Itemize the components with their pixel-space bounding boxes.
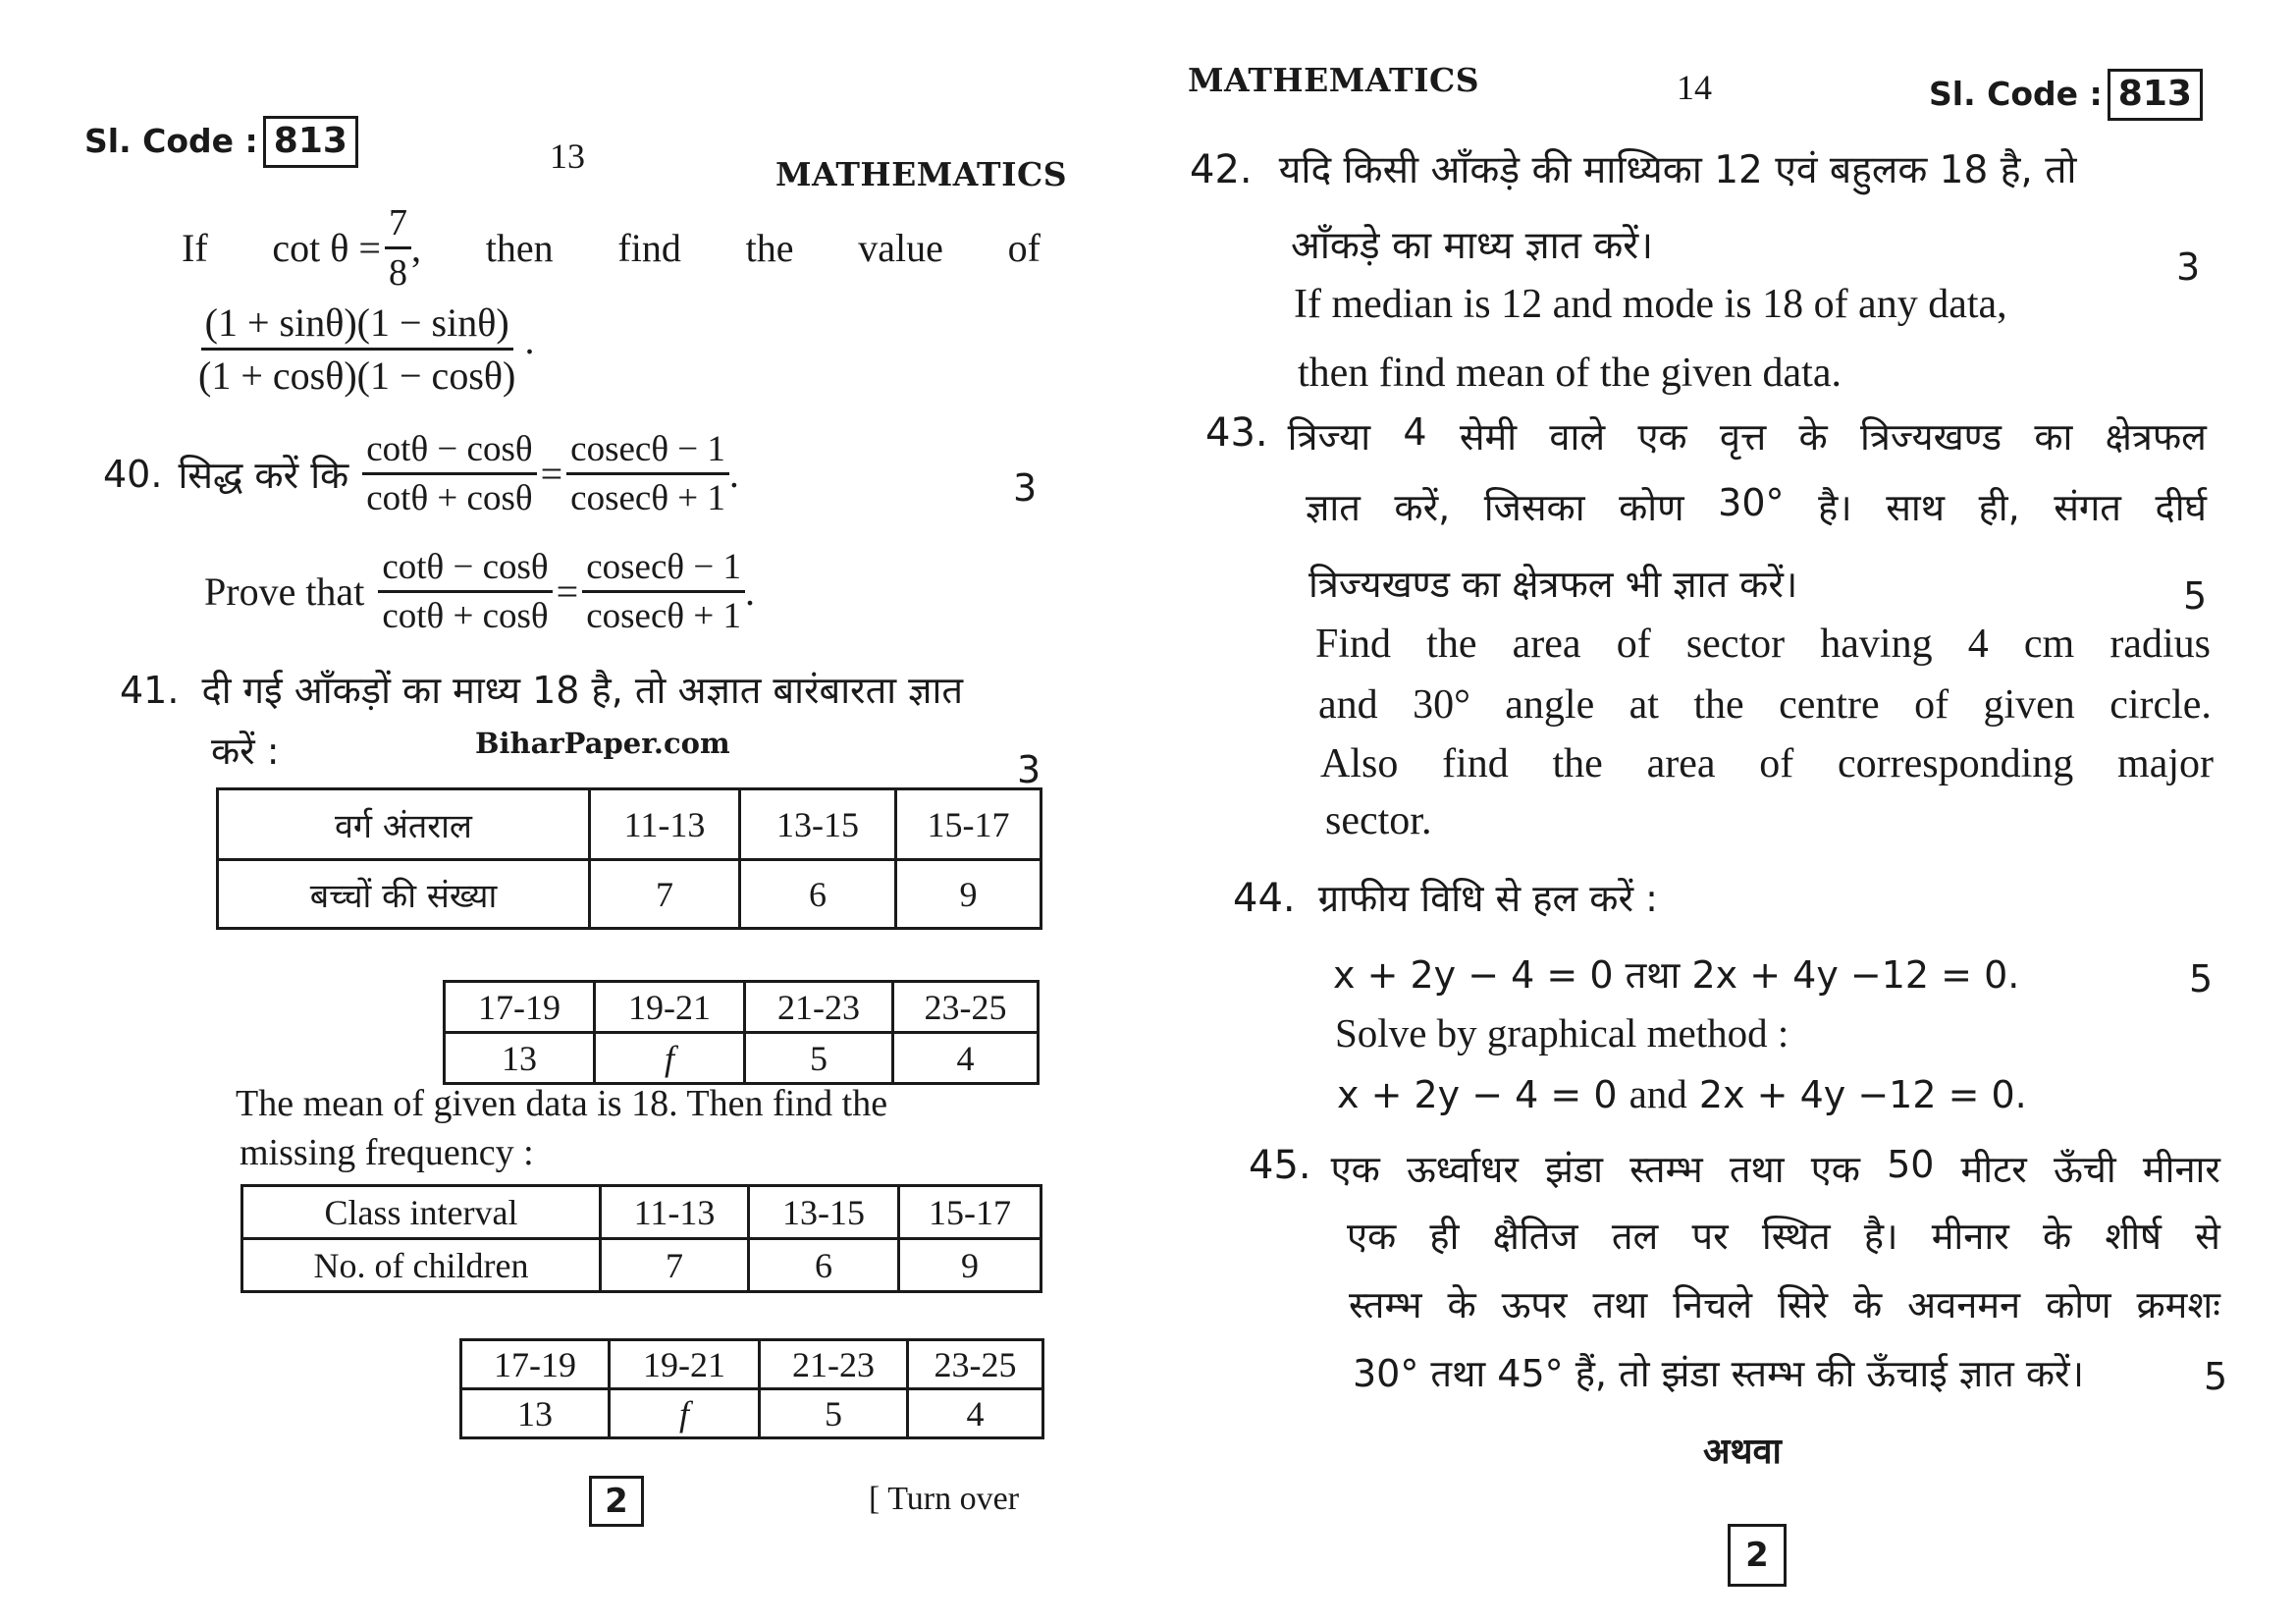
- q39-word: cot θ =: [272, 226, 381, 270]
- q43-hindi-line1: [1205, 410, 2207, 461]
- english-frequency-table-1: [240, 1184, 1042, 1293]
- right-sl-code: [1929, 69, 2203, 121]
- word: एक: [1347, 1215, 1397, 1258]
- word: क्रमशः: [2136, 1283, 2220, 1326]
- interval-cell: 19-21: [610, 1340, 760, 1389]
- equation-1: x + 2y − 4 = 0: [1333, 953, 1614, 997]
- q41-english-line1: [236, 1082, 1041, 1125]
- left-sl-code: [84, 116, 358, 168]
- word: of: [1914, 682, 1949, 728]
- word: radius: [2109, 622, 2211, 667]
- q40-hindi: [103, 428, 739, 519]
- q42-english-line2: then find mean of the given data.: [1298, 351, 1842, 396]
- page-box-number: 2: [1728, 1524, 1787, 1587]
- interval-cell: 11-13: [601, 1186, 749, 1239]
- frequency-cell: 13: [461, 1389, 610, 1438]
- watermark-text: BiharPaper.com: [475, 727, 730, 760]
- word: area: [1646, 741, 1716, 786]
- interval-cell: 21-23: [760, 1340, 908, 1389]
- word: एक: [1810, 1148, 1860, 1191]
- q45-hindi-line4: 30° तथा 45° हैं, तो झंडा स्तम्भ की ऊँचाई ज्ञात करें।: [1353, 1352, 2084, 1395]
- word: of: [1759, 741, 1794, 786]
- word: के: [1447, 1283, 1476, 1326]
- lhs-fraction: [378, 546, 552, 637]
- q41-hindi-line1: [120, 664, 963, 715]
- q42-hindi-text: यदि किसी आँकड़े की माध्यिका 12 एवं बहुलक 18 है, तो: [1278, 148, 2077, 192]
- question-number: 44.: [1233, 876, 1296, 921]
- frequency-cell: 9: [899, 1239, 1041, 1292]
- q44-english-instruction: Solve by graphical method :: [1335, 1010, 1789, 1056]
- english-frequency-table-2: [459, 1338, 1044, 1439]
- expression-denominator: (1 + cosθ)(1 − cosθ): [198, 353, 516, 398]
- word: cm: [2023, 622, 2075, 667]
- interval-cell: 15-17: [896, 789, 1041, 860]
- word: संगत: [2054, 486, 2121, 529]
- frequency-cell: 5: [760, 1389, 908, 1438]
- rhs-denominator: cosecθ + 1: [570, 478, 725, 518]
- sl-code-label: Sl. Code :: [84, 122, 258, 160]
- word: सिरे: [1777, 1283, 1829, 1326]
- equation-2: 2x + 4y −12 = 0.: [1698, 1073, 2027, 1116]
- q39-word: then: [485, 226, 554, 270]
- row-label: No. of children: [242, 1239, 601, 1292]
- word: ज्ञात: [1306, 486, 1361, 529]
- frequency-cell: 7: [590, 860, 740, 929]
- word: ही: [1429, 1215, 1460, 1258]
- interval-cell: 13-15: [749, 1186, 899, 1239]
- word: क्षैतिज: [1492, 1215, 1578, 1258]
- word: स्तम्भ: [1349, 1283, 1422, 1326]
- q45-words: [1331, 1143, 2220, 1194]
- word: corresponding: [1838, 741, 2074, 786]
- lhs-numerator: cotθ − cosθ: [378, 546, 552, 593]
- q44-hindi-instruction: ग्राफीय विधि से हल करें :: [1317, 877, 1658, 920]
- word: ऊपर: [1501, 1283, 1568, 1326]
- word: the: [1426, 622, 1477, 667]
- word: एक: [1637, 415, 1687, 459]
- row-label: Class interval: [242, 1186, 601, 1239]
- q39-statement: [182, 201, 1041, 295]
- q41-hindi-line2: करें :: [211, 730, 280, 773]
- word: तल: [1611, 1215, 1659, 1258]
- interval-cell: 19-21: [595, 982, 745, 1033]
- word: झंडा: [1545, 1148, 1603, 1191]
- word: स्तम्भ: [1629, 1148, 1703, 1191]
- frequency-cell: 6: [740, 860, 896, 929]
- word: त्रिज्या: [1287, 415, 1371, 459]
- word: का: [2034, 415, 2073, 459]
- word: पर: [1691, 1215, 1729, 1258]
- missing-frequency-cell: f: [595, 1033, 745, 1084]
- rhs-fraction: [566, 428, 729, 519]
- conjunction: तथा: [1625, 953, 1681, 997]
- missing-frequency-cell: f: [610, 1389, 760, 1438]
- word: of: [1616, 622, 1651, 667]
- word: centre: [1779, 682, 1880, 728]
- given-fraction: [385, 201, 411, 295]
- q45-hindi-line3: [1349, 1278, 2220, 1329]
- q39-word: find: [617, 226, 681, 270]
- expression-numerator: (1 + sinθ)(1 − sinθ): [201, 299, 513, 351]
- page-box-number: 2: [589, 1476, 644, 1527]
- question-number: 42.: [1190, 147, 1253, 192]
- word: स्थित: [1761, 1215, 1831, 1258]
- q39-word: of: [1007, 226, 1041, 270]
- q43-hindi-line3: त्रिज्यखण्ड का क्षेत्रफल भी ज्ञात करें।: [1308, 563, 1798, 606]
- word: circle.: [2109, 682, 2212, 728]
- row-label: वर्ग अंतराल: [218, 789, 590, 860]
- word: the: [1693, 682, 1744, 728]
- q43-marks: 5: [2183, 574, 2208, 618]
- word: अवनमन: [1907, 1283, 2021, 1326]
- q41-hindi-text: दी गई आँकड़ों का माध्य 18 है, तो अज्ञात बारंबारता ज्ञात: [201, 669, 964, 712]
- word: क्षेत्रफल: [2105, 415, 2207, 459]
- word: find: [1442, 741, 1509, 786]
- q45-hindi-line2: [1347, 1210, 2220, 1261]
- word: के: [2042, 1215, 2072, 1258]
- or-label: अथवा: [1703, 1432, 1782, 1472]
- lhs-denominator: cotθ + cosθ: [382, 596, 549, 636]
- word: कोण: [2046, 1283, 2111, 1326]
- q44-english-equations: [1337, 1070, 2027, 1117]
- sl-code-value: 813: [2108, 69, 2203, 121]
- q40-english: [204, 546, 755, 637]
- period: .: [728, 452, 739, 496]
- equation-2: 2x + 4y −12 = 0.: [1691, 953, 2020, 997]
- q39-expression: [194, 299, 534, 399]
- hindi-frequency-table-1: [216, 787, 1042, 930]
- question-number: 45.: [1249, 1143, 1311, 1188]
- word: ऊँची: [2053, 1148, 2116, 1191]
- q43-hindi-words: [1288, 410, 2207, 461]
- lhs-denominator: cotθ + cosθ: [366, 478, 533, 518]
- word: शीर्ष: [2105, 1215, 2163, 1258]
- question-number: 43.: [1205, 410, 1268, 456]
- word: given: [1983, 682, 2075, 728]
- comma: ,: [411, 226, 421, 270]
- word: त्रिज्यखण्ड: [1860, 415, 2002, 459]
- rhs-fraction: [582, 546, 745, 637]
- frequency-cell: 6: [749, 1239, 899, 1292]
- conjunction: and: [1629, 1071, 1687, 1116]
- word: 4: [1403, 410, 1427, 454]
- word: area: [1512, 622, 1581, 667]
- q39-word: the: [745, 226, 794, 270]
- subject-title: MATHEMATICS: [1188, 61, 1480, 99]
- word: ऊर्ध्वाधर: [1406, 1148, 1519, 1191]
- frequency-cell: 5: [745, 1033, 893, 1084]
- q41-marks: 3: [1017, 748, 1041, 791]
- word: Also: [1320, 741, 1399, 786]
- word: एक: [1330, 1148, 1380, 1191]
- word: कोण: [1619, 486, 1684, 529]
- q43-english-line1: [1315, 621, 2211, 668]
- word: मीटर: [1960, 1148, 2027, 1191]
- word: 50: [1887, 1143, 1935, 1186]
- interval-cell: 23-25: [893, 982, 1039, 1033]
- word: के: [1852, 1283, 1883, 1326]
- word: वृत्त: [1719, 415, 1767, 459]
- word: and: [1318, 682, 1378, 728]
- word: Find: [1315, 622, 1392, 667]
- q42-hindi-line2: आँकड़े का माध्य ज्ञात करें।: [1291, 224, 1654, 268]
- word: से: [2195, 1215, 2220, 1258]
- q43-english-line2: [1318, 681, 2212, 729]
- word: के: [1798, 415, 1828, 459]
- q41-english-line2: missing frequency :: [240, 1132, 534, 1173]
- sl-code-value: 813: [263, 116, 358, 168]
- frequency-cell: 13: [445, 1033, 595, 1084]
- q43-english-line4: sector.: [1325, 798, 1432, 843]
- word: 30°: [1718, 481, 1785, 524]
- word: तथा: [1729, 1148, 1785, 1191]
- word: करें,: [1394, 486, 1451, 529]
- word: तथा: [1592, 1283, 1648, 1326]
- interval-cell: 11-13: [590, 789, 740, 860]
- page-number: 14: [1677, 68, 1712, 107]
- frequency-cell: 7: [601, 1239, 749, 1292]
- q43-english-line3: [1320, 740, 2214, 787]
- expression-fraction: [194, 299, 519, 399]
- fraction-numerator: 7: [385, 201, 411, 249]
- q43-hindi-line2: [1306, 481, 2207, 532]
- word: मीनार: [2142, 1148, 2220, 1191]
- word: major: [2117, 741, 2214, 786]
- period: .: [524, 318, 535, 362]
- q40-marks: 3: [1013, 466, 1038, 510]
- frequency-cell: 9: [896, 860, 1041, 929]
- q42-hindi-line1: [1190, 142, 2077, 194]
- word: the: [1552, 741, 1603, 786]
- question-number: 40.: [103, 452, 163, 496]
- word: वाले: [1549, 415, 1606, 459]
- q45-marks: 5: [2204, 1355, 2228, 1398]
- word: मीनार: [1931, 1215, 2009, 1258]
- q39-given: [272, 201, 421, 295]
- word: angle: [1505, 682, 1595, 728]
- equals-sign: =: [556, 569, 579, 614]
- word: है।: [1863, 1215, 1898, 1258]
- q44-hindi-equations: [1333, 948, 2019, 1000]
- word: 4: [1967, 622, 1989, 667]
- subject-title: MATHEMATICS: [775, 155, 1068, 193]
- word: sector: [1685, 622, 1786, 667]
- period: .: [744, 569, 755, 614]
- equation-1: x + 2y − 4 = 0: [1337, 1073, 1618, 1116]
- word: 30°: [1413, 682, 1470, 728]
- word: है।: [1818, 486, 1852, 529]
- word: ही,: [1978, 486, 2020, 529]
- rhs-numerator: cosecθ − 1: [582, 546, 745, 593]
- sl-code-label: Sl. Code :: [1929, 75, 2103, 113]
- interval-cell: 17-19: [445, 982, 595, 1033]
- interval-cell: 21-23: [745, 982, 893, 1033]
- frequency-cell: 4: [893, 1033, 1039, 1084]
- word: at: [1629, 682, 1659, 728]
- word: सेमी: [1459, 415, 1518, 459]
- word: having: [1820, 622, 1933, 667]
- rhs-numerator: cosecθ − 1: [566, 428, 729, 475]
- q42-marks: 3: [2176, 245, 2201, 289]
- q44-hindi: [1233, 872, 1658, 923]
- q39-word: value: [858, 226, 943, 270]
- q40-english-prefix: Prove that: [204, 569, 365, 614]
- q39-word: If: [182, 226, 208, 270]
- lhs-numerator: cotθ − cosθ: [362, 428, 536, 475]
- rhs-denominator: cosecθ + 1: [586, 596, 741, 636]
- interval-cell: 17-19: [461, 1340, 610, 1389]
- row-label: बच्चों की संख्या: [218, 860, 590, 929]
- fraction-denominator: 8: [389, 252, 407, 294]
- lhs-fraction: [362, 428, 536, 519]
- turn-over-label: [ Turn over: [869, 1481, 1020, 1517]
- q40-hindi-prefix: सिद्ध करें कि: [178, 453, 349, 497]
- q42-english-line1: If median is 12 and mode is 18 of any data,: [1294, 282, 2007, 327]
- hindi-frequency-table-2: [443, 980, 1040, 1085]
- interval-cell: 15-17: [899, 1186, 1041, 1239]
- q45-hindi-line1: [1249, 1143, 2220, 1194]
- word: साथ: [1886, 486, 1946, 529]
- interval-cell: 13-15: [740, 789, 896, 860]
- frequency-cell: 4: [908, 1389, 1043, 1438]
- word: निचले: [1673, 1283, 1753, 1326]
- interval-cell: 23-25: [908, 1340, 1043, 1389]
- word: जिसका: [1483, 486, 1585, 529]
- question-number: 41.: [120, 669, 180, 712]
- word: दीर्घ: [2155, 486, 2207, 529]
- equals-sign: =: [540, 452, 563, 496]
- page-number: 13: [550, 136, 585, 176]
- q41-english-text: The mean of given data is 18. Then find the: [236, 1083, 888, 1124]
- q44-marks: 5: [2189, 957, 2214, 1001]
